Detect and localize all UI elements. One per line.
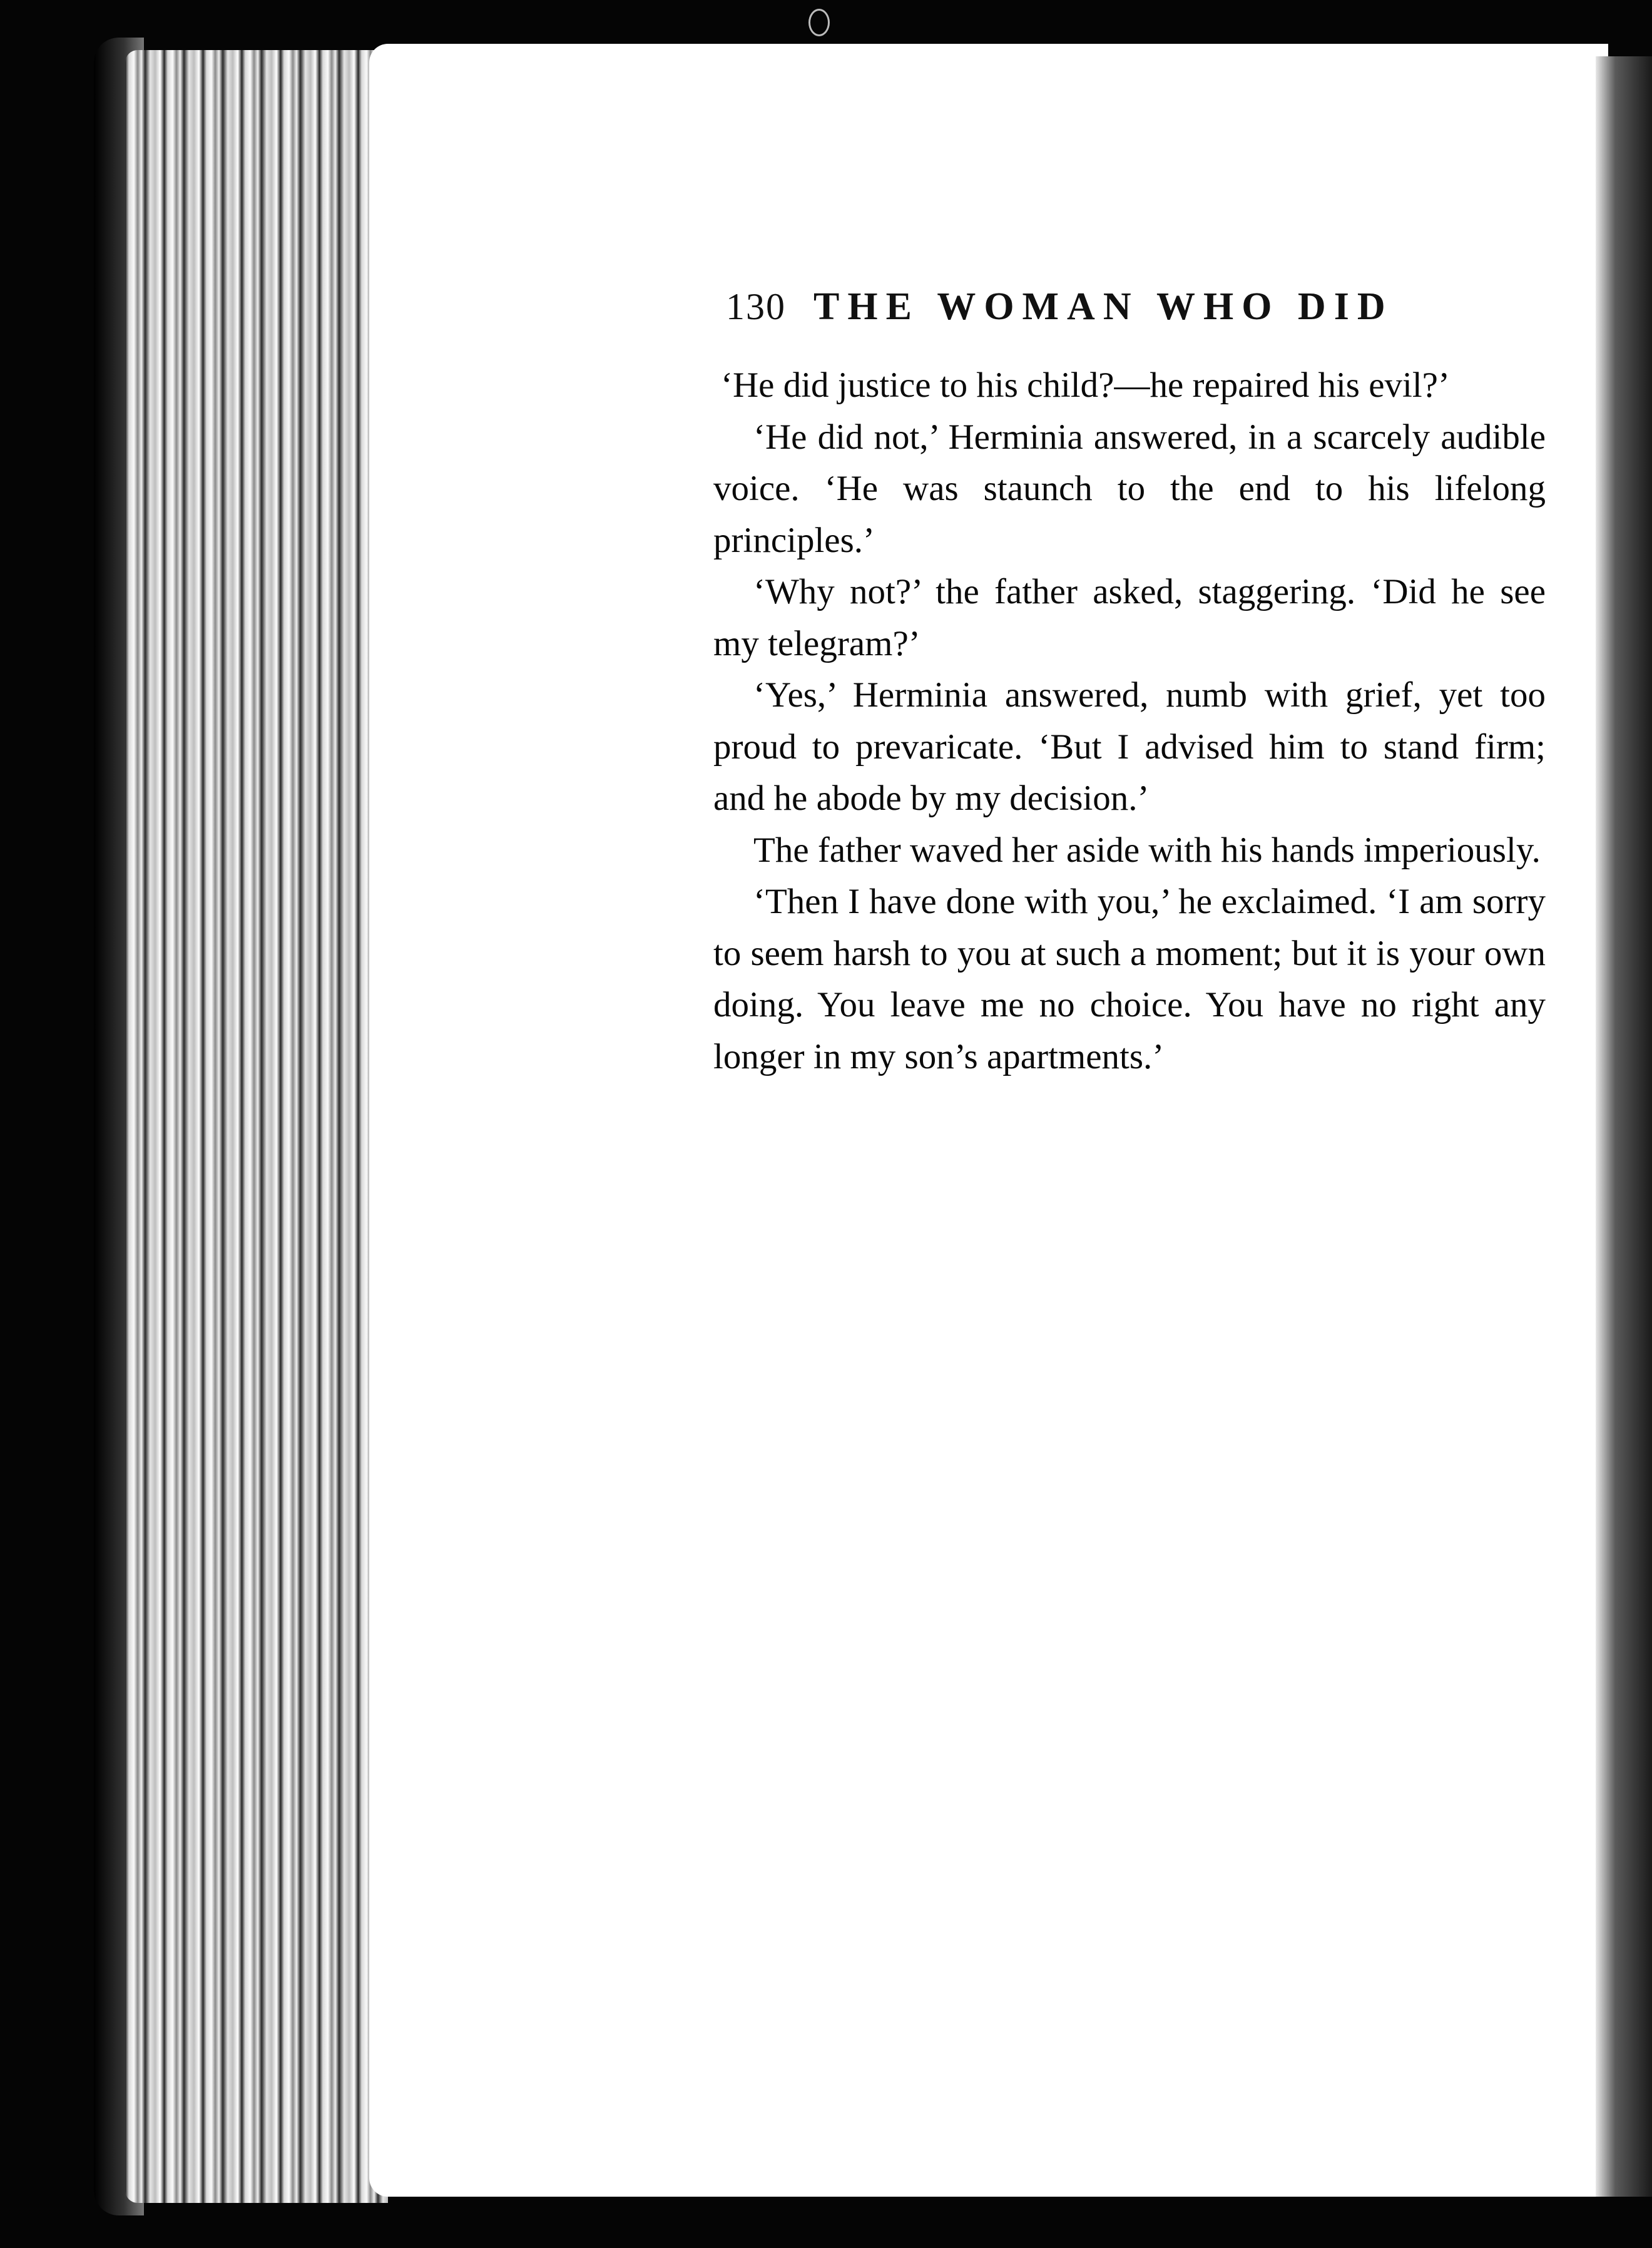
body-text [713,360,1546,1083]
scan-registration-mark [808,9,830,36]
paragraph: ‘Why not?’ the father asked, staggering. ‘Did he see my telegram?’ [713,572,1546,663]
page-gutter-shadow [1596,56,1652,2197]
running-title: THE WOMAN WHO DID [813,285,1394,328]
paragraph: The father waved her aside with his hands imperiously. [753,830,1541,870]
paragraph: ‘He did not,’ Herminia answered, in a scarcely audible voice. ‘He was staunch to the end to his lifelong principles.’ [713,417,1546,560]
paragraph: ‘Yes,’ Herminia answered, numb with grief, yet too proud to prevaricate. ‘But I advised him to stand firm; and he abode by my decision.’ [713,675,1546,818]
paragraph: ‘He did justice to his child?—he repaired his evil?’ [721,365,1450,405]
running-head [726,285,1489,341]
page-number: 130 [726,286,786,327]
book-page-edges [125,50,388,2203]
paragraph: ‘Then I have done with you,’ he exclaimed. ‘I am sorry to seem harsh to you at such a moment; but it is your own doing. You leave me no choice. You have no right any longer in my son’s apartments.’ [713,882,1546,1076]
